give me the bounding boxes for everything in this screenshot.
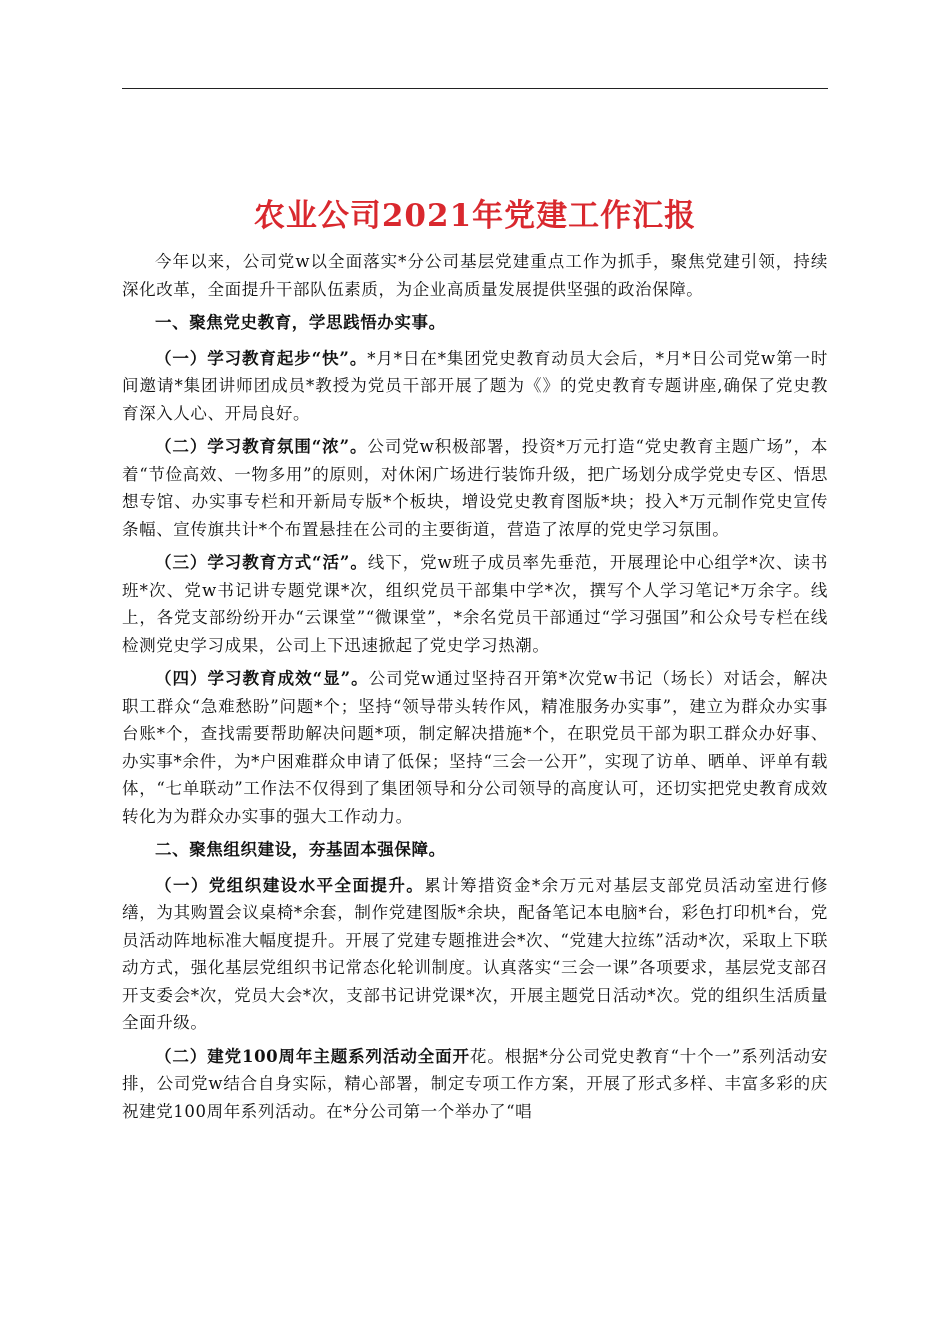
section-2-item-1 bbox=[122, 872, 828, 1037]
section-1-item-1 bbox=[122, 345, 828, 428]
section-1-item-4 bbox=[122, 665, 828, 830]
item-text: 线下，党w班子成员率先垂范，开展理论中心组学*次、读书班*次、党w书记讲专题党课*次，组织党员干部集中学*次，撰写个人学习笔记*万余字。线上，各党支部纷纷开办“云课堂”“微课堂”，*余名党员干部通过“学习强国”和公众号专栏在线检测党史学习成果，公司上下迅速掀起了党史学习热潮。 bbox=[122, 553, 828, 655]
item-text: *月*日在*集团党史教育动员大会后，*月*日公司党w第一时间邀请*集团讲师团成员*教授为党员干部开展了题为《》的党史教育专题讲座,确保了党史教育深入人心、开局良好。 bbox=[122, 348, 828, 423]
item-text: 花。根据*分公司党史教育“十个一”系列活动安排，公司党w结合自身实际，精心部署，制定专项工作方案，开展了形式多样、丰富多彩的庆祝建党100周年系列活动。在*分公司第一个举办了“唱 bbox=[122, 1046, 829, 1121]
item-lead: （二）建党100周年主题系列活动全面开 bbox=[155, 1046, 470, 1066]
section-2-item-2 bbox=[122, 1043, 828, 1126]
intro-paragraph: 今年以来，公司党w以全面落实*分公司基层党建重点工作为抓手，聚焦党建引领，持续深化改革，全面提升干部队伍素质，为企业高质量发展提供坚强的政治保障。 bbox=[122, 252, 828, 299]
section-2-heading: 二、聚焦组织建设，夯基固本强保障。 bbox=[155, 840, 446, 859]
item-lead: （二）学习教育氛围“浓”。 bbox=[155, 437, 368, 456]
header-rule bbox=[122, 88, 828, 89]
section-1-heading: 一、聚焦党史教育，学思践悟办实事。 bbox=[155, 313, 446, 332]
item-text: 累计筹措资金*余万元对基层支部党员活动室进行修缮，为其购置会议桌椅*余套，制作党建图版*余块，配备笔记本电脑*台，彩色打印机*台，党员活动阵地标准大幅度提升。开展了党建专题推进会*次、“党建大拉练”活动*次，采取上下联动方式，强化基层党组织书记常态化轮训制度。认真落实“三会一课”各项要求，基层党支部召开支委会*次，党员大会*次，支部书记讲党课*次，开展主题党日活动*次。党的组织生活质量全面升级。 bbox=[122, 875, 828, 1032]
item-lead: （一）学习教育起步“快”。 bbox=[155, 348, 368, 368]
section-1-item-3 bbox=[122, 549, 828, 659]
document-body bbox=[122, 190, 828, 1131]
item-lead: （四）学习教育成效“显”。 bbox=[155, 669, 369, 688]
item-lead: （三）学习教育方式“活”。 bbox=[155, 553, 368, 572]
section-1-item-2 bbox=[122, 433, 828, 543]
item-lead: （一）党组织建设水平全面提升。 bbox=[155, 875, 425, 895]
document-title: 农业公司2021年党建工作汇报 bbox=[253, 198, 697, 234]
item-text: 公司党w通过坚持召开第*次党w书记（场长）对话会，解决职工群众“急难愁盼”问题*个；坚持“领导带头转作风，精准服务办实事”，建立为群众办实事台账*个，查找需要帮助解决问题*项，制定解决措施*个，在职党员干部为职工群众办好事、办实事*余件，为*户困难群众申请了低保；坚持“三会一公开”，实现了访单、晒单、评单有载体，“七单联动”工作法不仅得到了集团领导和分公司领导的高度认可，还切实把党史教育成效转化为为群众办实事的强大工作动力。 bbox=[122, 669, 828, 826]
item-text: 公司党w积极部署，投资*万元打造“党史教育主题广场”，本着“节俭高效、一物多用”的原则，对休闲广场进行装饰升级，把广场划分成学党史专区、悟思想专馆、办实事专栏和开新局专版*个板块，增设党史教育图版*块；投入*万元制作党史宣传条幅、宣传旗共计*个布置悬挂在公司的主要街道，营造了浓厚的党史学习氛围。 bbox=[122, 437, 828, 539]
